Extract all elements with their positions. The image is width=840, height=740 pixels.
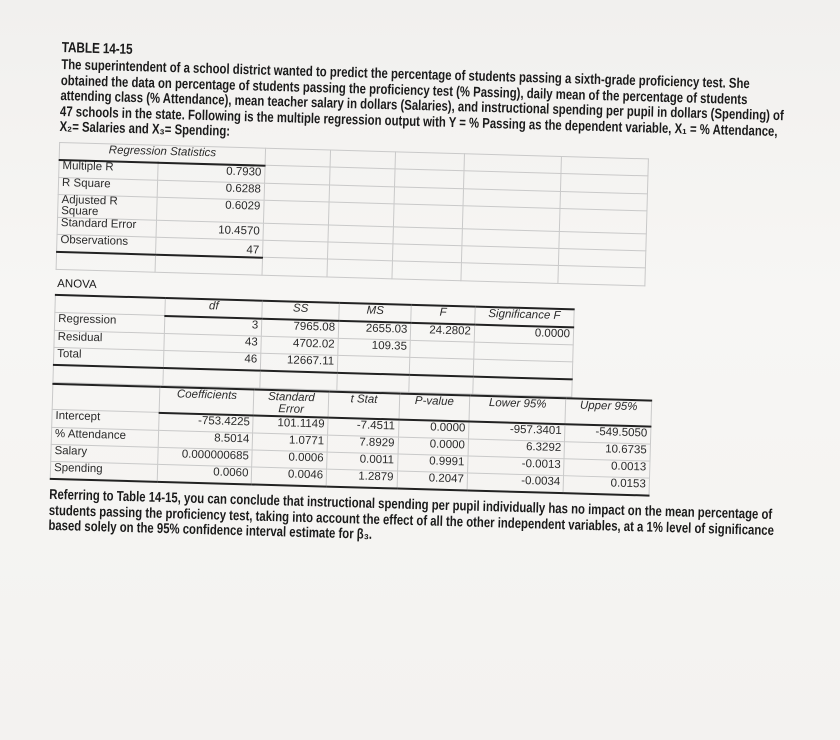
coef-lower: -0.0013 [468,456,565,476]
anova-table [52,294,574,397]
coef-se: 0.0046 [252,467,327,487]
anova-df: 43 [164,333,261,353]
coef-p: 0.0000 [398,420,469,439]
coef-lower: -0.0034 [467,473,564,493]
anova-f: 24.2802 [411,323,475,342]
coef-row-label: Salary [51,444,159,464]
problem-intro: The superintendent of a school district wanted to predict the percentage of students passing a sixth-grade proficiency test. She obtained the data on percentage of students passing the proficiency test (% Passing), daily mean of the percentage of students attending class (% Attendance), mean teacher salary in dollars (Salaries), and instructional spending per pupil in dollars (Spending) of 47 schools in the state. Following is the multiple regression output with Y = % Passing as the dependent variable, X₁ = % Attendance, X₂= Salaries and X₃= Spending: [59,56,784,141]
coef-header-upper-95: Upper 95% [565,398,651,426]
coef-se: 0.0006 [252,450,327,469]
anova-ss: 7965.08 [261,319,338,339]
regression-statistics-table [56,142,649,286]
anova-row-label: Total [53,347,164,368]
coef-upper: 10.6735 [564,442,650,461]
stat-label: Adjusted R Square [58,194,158,220]
coef-p: 0.9991 [397,454,468,473]
anova-ss: 4702.02 [261,336,338,355]
coef-lower: -957.3401 [469,421,566,441]
coef-row-label: % Attendance [51,427,159,447]
coef-upper: 0.0153 [563,476,649,496]
coef-value: 0.0060 [157,464,252,484]
anova-header-df: df [165,298,262,319]
anova-ss: 12667.11 [260,353,337,373]
coef-row-label: Intercept [52,410,160,430]
stat-value: 0.6288 [157,180,264,200]
coef-value: -753.4225 [159,413,254,433]
anova-df: 46 [164,350,261,370]
stat-label: Observations [57,234,156,254]
anova-row-label: Residual [54,330,165,350]
coef-t: 7.8929 [327,435,398,454]
coef-se: 1.0771 [253,433,328,452]
coef-header-coefficients: Coefficients [159,387,254,416]
coef-t: 0.0011 [327,452,398,471]
anova-header-ms: MS [339,303,412,323]
coef-row-label: Spending [50,461,158,481]
coef-header-p-value: P-value [399,394,470,422]
coef-p: 0.2047 [397,471,468,490]
anova-ms: 2655.03 [338,321,411,341]
document [48,40,802,569]
coef-value: 0.000000685 [158,447,253,467]
anova-ms: 109.35 [338,338,411,357]
anova-header-f: F [411,305,475,325]
stat-value: 0.7930 [158,163,265,183]
coef-header-standard-error: Standard Error [254,389,329,417]
stat-value: 0.6029 [157,197,265,223]
regression-output [50,142,659,497]
anova-df: 3 [165,316,262,336]
question-text: Referring to Table 14-15, you can conclude that instructional spending per pupil individually has no impact on the mean percentage of students passing the proficiency test, taking into account the effect of all the other independent variables, at a 1% level of significance based solely on the 95% confidence interval estimate for β₃. [48,486,775,544]
coef-se: 101.1149 [253,415,328,435]
table-title: TABLE 14-15 [61,40,133,58]
regression-statistics-header: Regression Statistics [59,142,265,165]
coef-t: -7.4511 [328,418,399,437]
anova-label: ANOVA [57,277,97,292]
stat-label: R Square [58,177,157,197]
stat-value: 10.4570 [156,220,263,240]
anova-header-ss: SS [262,301,339,321]
stat-value: 47 [156,237,263,257]
anova-row-label: Regression [54,313,165,334]
coef-value: 8.5014 [158,430,253,450]
coef-upper: 0.0013 [564,459,650,478]
stat-label: Standard Error [57,217,156,237]
coef-lower: 6.3292 [468,439,565,459]
coef-header-lower-95: Lower 95% [469,395,566,424]
stat-label: Multiple R [59,160,158,180]
coef-header-t-stat: t Stat [328,392,399,420]
coef-p: 0.0000 [398,437,469,456]
coef-upper: -549.5050 [565,424,651,444]
coefficients-table [50,383,652,497]
anova-header-significance-f: Significance F [475,307,575,328]
anova-significance-f: 0.0000 [474,325,574,345]
coef-t: 1.2879 [326,469,397,488]
